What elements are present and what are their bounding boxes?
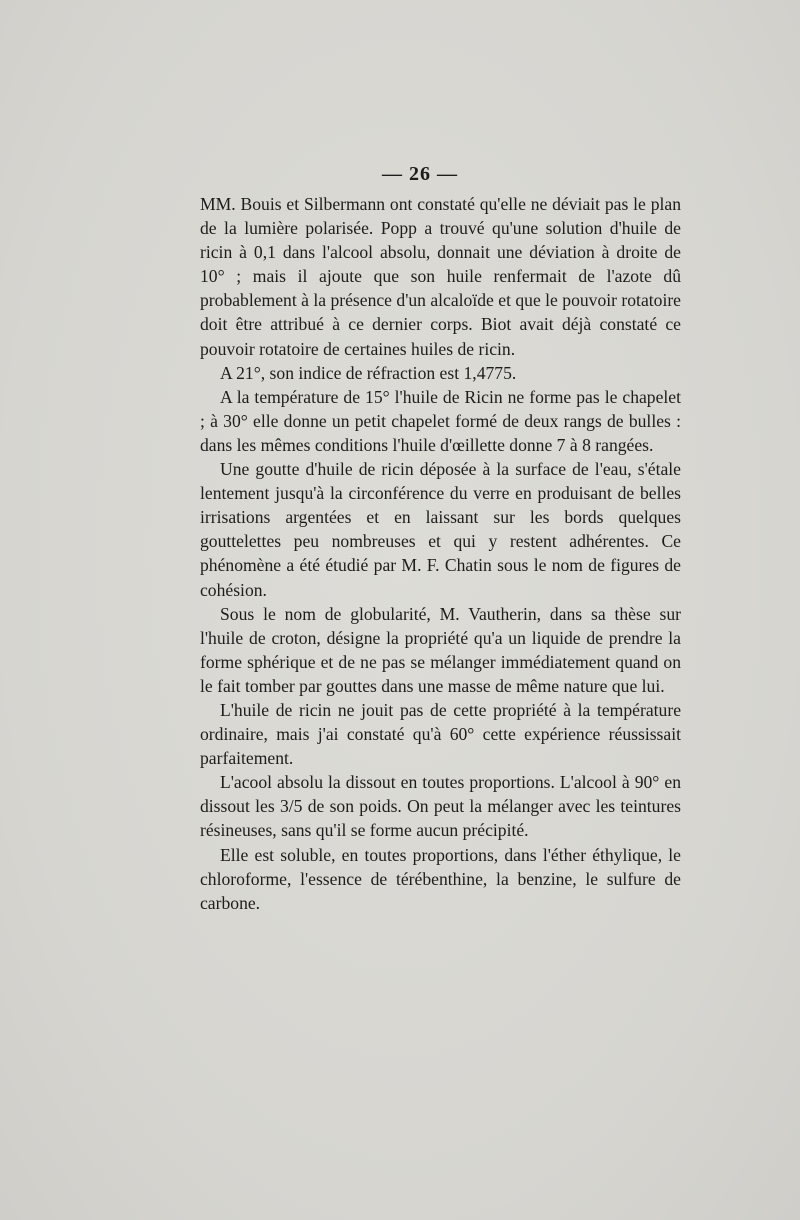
paragraph-solvents: Elle est soluble, en toutes proportions, dans l'éther éthylique, le chloroforme, l'essence de térébenthine, la benzine, le sulfure de carbone.	[200, 844, 681, 913]
paragraph-temperature-property: L'huile de ricin ne jouit pas de cette propriété à la température ordinaire, mais j'ai constaté qu'à 60° cette expérience réussissait parfaitement.	[200, 699, 681, 769]
paragraph-cohesion-figures: Une goutte d'huile de ricin déposée à la surface de l'eau, s'étale lentement jusqu'à la circonférence du verre en produisant de belles irrisations argentées et en laissant sur les bords quelques gouttelettes peu nombreuses et qui y restent adhérentes. Ce phénomène a été étudié par M. F. Chatin sous le nom de figures de cohésion.	[200, 459, 681, 600]
paragraph-globularity: Sous le nom de globularité, M. Vautherin, dans sa thèse sur l'huile de croton, désigne la propriété qu'a un liquide de prendre la forme sphérique et de ne pas se mélanger immédiatement quand on le fait tomber par gouttes dans une masse de même nature que lui.	[200, 603, 681, 696]
paragraph-chapelet: A la température de 15° l'huile de Ricin ne forme pas le chapelet ; à 30° elle donne un petit chapelet formé de deux rangs de bulles : dans les mêmes conditions l'huile d'œillette donne 7 à 8 rangées.	[200, 386, 681, 455]
paragraph-refraction-index: A 21°, son indice de réfraction est 1,4775.	[220, 362, 517, 383]
paragraph-optical-rotation: MM. Bouis et Silbermann ont constaté qu'elle ne déviait pas le plan de la lumière polarisée. Popp a trouvé qu'une solution d'huile de ricin à 0,1 dans l'alcool absolu, donnait une déviation à droite de 10° ; mais il ajoute que son huile renfermait de l'azote dû probablement à la présence d'un alcaloïde et que le pouvoir rotatoire doit être attribué à ce dernier corps. Biot avait déjà constaté ce pouvoir rotatoire de certaines huiles de ricin.	[200, 194, 681, 359]
body-text	[200, 192, 681, 915]
page-number: — 26 —	[382, 163, 458, 185]
paragraph-alcohol-solubility: L'acool absolu la dissout en toutes proportions. L'alcool à 90° en dissout les 3/5 de son poids. On peut la mélanger avec les teintures résineuses, sans qu'il se forme aucun précipité.	[200, 772, 681, 841]
